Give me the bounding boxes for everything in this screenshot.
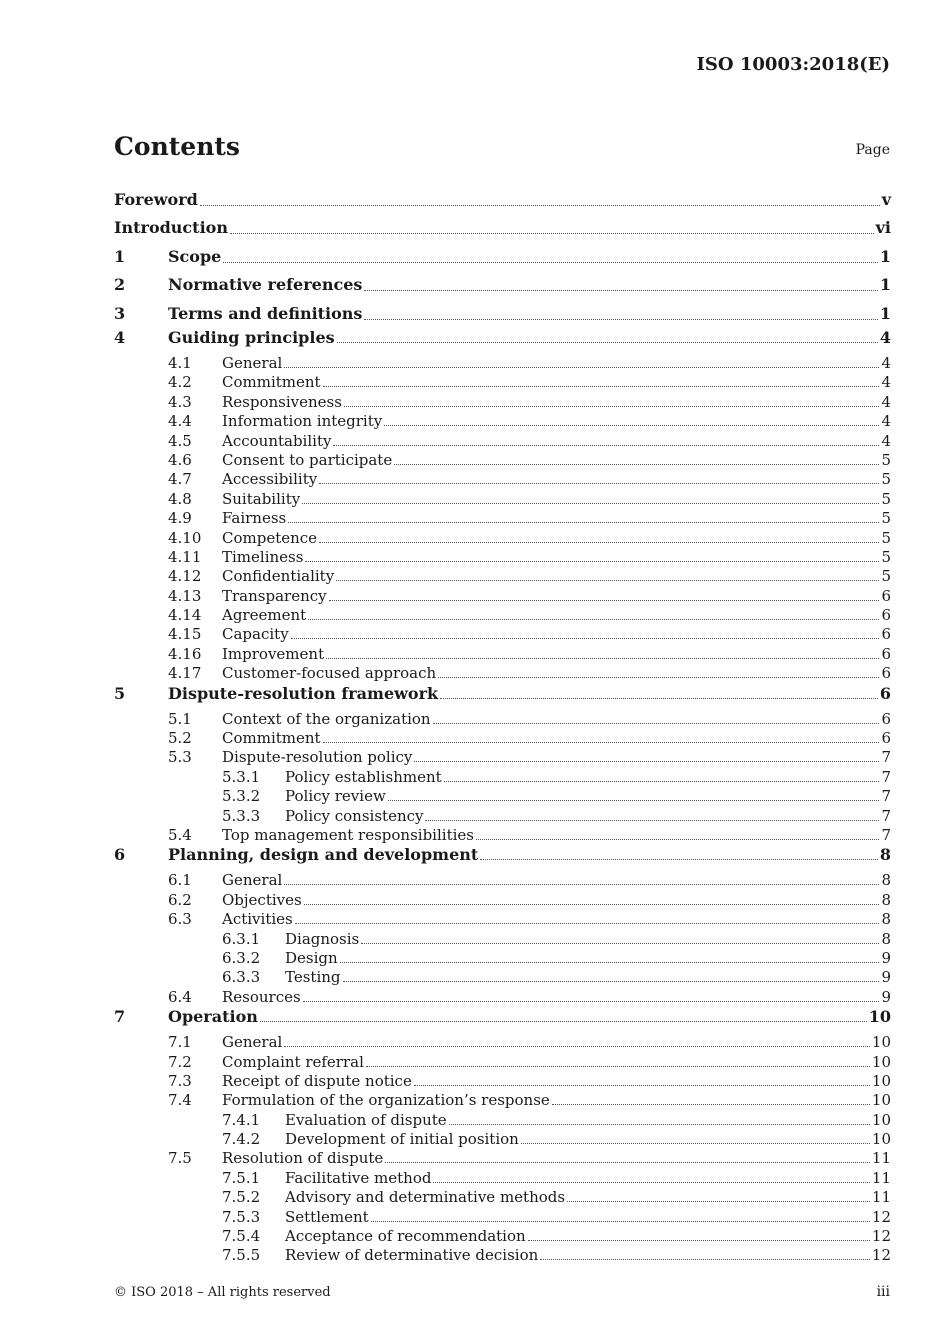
- toc-entry[interactable]: [114, 548, 891, 567]
- toc-entry[interactable]: [114, 930, 891, 949]
- toc-entry-page: vi: [875, 218, 891, 237]
- toc-entry[interactable]: [114, 1208, 891, 1227]
- toc-entry-number: 5.2: [168, 729, 192, 748]
- toc-entry-number: 5.3: [168, 748, 192, 767]
- toc-entry-page: 10: [871, 1110, 891, 1129]
- toc-entry-number: 3: [114, 303, 126, 323]
- toc-entry-number: 4.7: [168, 470, 192, 489]
- toc-entry-title: Capacity: [222, 625, 289, 644]
- toc-entry-page: 6: [881, 586, 891, 605]
- toc-entry[interactable]: [114, 891, 891, 910]
- toc-entry[interactable]: [114, 1227, 891, 1246]
- toc-entry-number: 1: [114, 246, 126, 266]
- dot-leader: [340, 961, 880, 963]
- toc-entry[interactable]: [114, 1246, 891, 1265]
- dot-leader: [528, 1239, 870, 1241]
- dot-leader: [521, 1142, 870, 1144]
- toc-entry-number: 4.12: [168, 567, 202, 586]
- toc-entry[interactable]: [114, 490, 891, 509]
- toc-entry-number: 7.2: [168, 1052, 192, 1071]
- toc-entry-page: 8: [881, 929, 891, 948]
- dot-leader: [304, 903, 880, 905]
- toc-entry[interactable]: [114, 768, 891, 787]
- toc-entry-number: 4.8: [168, 489, 192, 508]
- dot-leader: [480, 858, 878, 860]
- dot-leader: [291, 637, 880, 639]
- toc-entry[interactable]: [114, 243, 891, 272]
- toc-entry[interactable]: [114, 1072, 891, 1091]
- toc-entry[interactable]: [114, 354, 891, 373]
- dot-leader: [394, 463, 879, 465]
- toc-entry-title: Customer-focused approach: [222, 664, 437, 683]
- toc-entry-page: 10: [871, 1033, 891, 1052]
- toc-entry[interactable]: [114, 300, 891, 329]
- dot-leader: [295, 922, 880, 924]
- dot-leader: [414, 760, 879, 762]
- toc-entry-title: Scope: [168, 246, 222, 266]
- dot-leader: [552, 1103, 870, 1105]
- dot-leader: [440, 697, 878, 699]
- toc-entry-number: 7.4.2: [222, 1130, 261, 1149]
- toc-entry-page: 1: [879, 275, 891, 294]
- toc-entry-number: 4.4: [168, 412, 192, 431]
- toc-entry-title: Dispute-resolution framework: [168, 683, 439, 703]
- toc-entry-page: 12: [871, 1246, 891, 1265]
- toc-entry-page: 8: [879, 845, 891, 865]
- dot-leader: [438, 676, 879, 678]
- dot-leader: [337, 341, 878, 343]
- toc-entry-page: 7: [881, 787, 891, 806]
- toc-entry-number: 6.3.3: [222, 968, 261, 987]
- toc-entry-title: Context of the organization: [222, 709, 431, 728]
- toc-entry-title: Fairness: [222, 509, 287, 528]
- toc-entry[interactable]: [114, 567, 891, 586]
- toc-entry-page: 5: [881, 450, 891, 469]
- toc-entry-page: 7: [881, 806, 891, 825]
- dot-leader: [323, 741, 880, 743]
- toc-entry-title: Settlement: [285, 1207, 369, 1226]
- toc-entry-title: Resources: [222, 987, 301, 1006]
- dot-leader: [323, 385, 880, 387]
- toc-entry-title: Dispute-resolution policy: [222, 748, 413, 767]
- toc-entry[interactable]: [114, 625, 891, 644]
- toc-entry-page: 10: [871, 1052, 891, 1071]
- toc-entry-title: Design: [285, 948, 338, 967]
- dot-leader: [364, 318, 877, 320]
- dot-leader: [449, 1123, 870, 1125]
- toc-entry-title: Facilitative method: [285, 1168, 432, 1187]
- toc-entry-page: 6: [881, 644, 891, 663]
- toc-entry-title: Review of determinative decision: [285, 1246, 539, 1265]
- dot-leader: [284, 1045, 870, 1047]
- dot-leader: [319, 541, 879, 543]
- dot-leader: [303, 1000, 880, 1002]
- toc-entry-title: Responsiveness: [222, 392, 342, 411]
- toc-entry-page: 10: [868, 1007, 891, 1027]
- dot-leader: [230, 232, 874, 234]
- toc-entry-title: Consent to participate: [222, 450, 393, 469]
- toc-entry-page: 9: [881, 987, 891, 1006]
- dot-leader: [326, 657, 879, 659]
- toc-entry-title: General: [222, 1033, 283, 1052]
- toc-entry-title: Agreement: [222, 606, 307, 625]
- toc-entry-title: Complaint referral: [222, 1052, 364, 1071]
- toc-entry-number: 5: [114, 683, 126, 703]
- toc-entry-number: 4.9: [168, 509, 192, 528]
- toc-entry[interactable]: [114, 529, 891, 548]
- dot-leader: [284, 883, 879, 885]
- toc-entry-page: 5: [881, 489, 891, 508]
- toc-entry-page: 4: [881, 373, 891, 392]
- dot-leader: [425, 819, 879, 821]
- toc-entry-number: 7.5.5: [222, 1246, 261, 1265]
- document-id: ISO 10003:2018(E): [696, 54, 890, 75]
- toc-entry[interactable]: [114, 710, 891, 729]
- toc-entry[interactable]: [114, 451, 891, 470]
- dot-leader: [343, 980, 880, 982]
- toc-entry-number: 6: [114, 845, 126, 865]
- dot-leader: [284, 366, 879, 368]
- toc-entry-title: Formulation of the organization’s response: [222, 1091, 550, 1110]
- toc-entry[interactable]: [114, 412, 891, 431]
- toc-entry-title: Evaluation of dispute: [285, 1110, 447, 1129]
- dot-leader: [540, 1258, 870, 1260]
- toc-entry-title: Top management responsibilities: [222, 825, 474, 844]
- toc-entry-page: 4: [881, 412, 891, 431]
- toc-entry-number: 7.4: [168, 1091, 192, 1110]
- toc-entry-number: 7.1: [168, 1033, 192, 1052]
- toc-entry-page: 6: [881, 664, 891, 683]
- toc-entry[interactable]: [114, 470, 891, 489]
- toc-entry-title: Confidentiality: [222, 567, 335, 586]
- toc-entry-number: 6.3.1: [222, 929, 261, 948]
- toc-entry[interactable]: [114, 968, 891, 987]
- toc-entry-number: 7.5.1: [222, 1168, 261, 1187]
- toc-entry[interactable]: [114, 1149, 891, 1168]
- toc-entry[interactable]: [114, 214, 891, 243]
- page-number: iii: [876, 1284, 890, 1300]
- dot-leader: [302, 502, 879, 504]
- toc-entry-title: General: [222, 871, 283, 890]
- toc-entry-number: 4.15: [168, 625, 202, 644]
- toc-entry-page: 7: [881, 825, 891, 844]
- toc-entry-number: 7.5.2: [222, 1188, 261, 1207]
- dot-leader: [414, 1084, 870, 1086]
- toc-entry[interactable]: [114, 606, 891, 625]
- toc-entry-title: Timeliness: [222, 547, 304, 566]
- toc-entry-page: 7: [881, 748, 891, 767]
- toc-entry-page: 10: [871, 1071, 891, 1090]
- toc-entry-page: 8: [881, 910, 891, 929]
- toc-entry-number: 7: [114, 1007, 126, 1027]
- page-title: Contents: [114, 132, 241, 161]
- toc-entry[interactable]: [114, 845, 891, 871]
- toc-entry-number: 4.3: [168, 392, 192, 411]
- toc-entry-title: Resolution of dispute: [222, 1149, 384, 1168]
- toc-entry-page: 4: [881, 431, 891, 450]
- dot-leader: [308, 618, 879, 620]
- toc-entry-page: v: [881, 190, 891, 209]
- toc-entry[interactable]: [114, 1188, 891, 1207]
- toc-entry-page: 6: [881, 606, 891, 625]
- toc-entry-page: 4: [879, 328, 891, 347]
- toc-entry-page: 9: [881, 948, 891, 967]
- dot-leader: [567, 1200, 870, 1202]
- toc-entry-title: Guiding principles: [168, 328, 335, 347]
- toc-entry-title: Receipt of dispute notice: [222, 1071, 412, 1090]
- dot-leader: [200, 204, 880, 206]
- toc-entry-number: 7.3: [168, 1071, 192, 1090]
- dot-leader: [336, 579, 879, 581]
- toc-entry-page: 6: [881, 709, 891, 728]
- toc-entry[interactable]: [114, 748, 891, 767]
- toc-entry[interactable]: [114, 645, 891, 664]
- toc-entry-number: 4.11: [168, 547, 202, 566]
- toc-entry-number: 7.5: [168, 1149, 192, 1168]
- toc-entry-number: 7.5.4: [222, 1227, 261, 1246]
- toc-entry-number: 4.14: [168, 606, 202, 625]
- dot-leader: [333, 444, 879, 446]
- toc-entry[interactable]: [114, 1053, 891, 1072]
- toc-entry[interactable]: [114, 393, 891, 412]
- toc-entry[interactable]: [114, 587, 891, 606]
- toc-entry[interactable]: [114, 729, 891, 748]
- toc-entry-number: 6.2: [168, 890, 192, 909]
- toc-entry-number: 6.3: [168, 910, 192, 929]
- toc-entry-number: 4.6: [168, 450, 192, 469]
- toc-entry-number: 6.1: [168, 871, 192, 890]
- toc-entry-number: 4.1: [168, 354, 192, 372]
- toc-entry-number: 5.3.1: [222, 767, 261, 786]
- dot-leader: [288, 521, 879, 523]
- toc-entry[interactable]: [114, 373, 891, 392]
- toc-entry-number: 4.17: [168, 664, 202, 683]
- toc-entry[interactable]: [114, 787, 891, 806]
- toc-entry[interactable]: [114, 1111, 891, 1130]
- toc-entry-title: Commitment: [222, 729, 321, 748]
- dot-leader: [223, 261, 878, 263]
- toc-entry-page: 9: [881, 968, 891, 987]
- toc-entry-title: Policy review: [285, 787, 386, 806]
- toc-entry-page: 5: [881, 509, 891, 528]
- toc-entry-title: Accountability: [222, 431, 332, 450]
- dot-leader: [344, 405, 880, 407]
- dot-leader: [366, 1065, 870, 1067]
- toc-entry-number: 5.4: [168, 825, 192, 844]
- toc-entry[interactable]: [114, 271, 891, 300]
- toc-entry-page: 12: [871, 1207, 891, 1226]
- toc-entry[interactable]: [114, 1091, 891, 1110]
- toc-entry[interactable]: [114, 1007, 891, 1033]
- toc-entry-number: 2: [114, 275, 126, 294]
- toc-entry[interactable]: [114, 871, 891, 890]
- dot-leader: [388, 799, 880, 801]
- toc-entry-title: Transparency: [222, 586, 327, 605]
- toc-entry-page: 6: [879, 683, 891, 703]
- copyright-notice: © ISO 2018 – All rights reserved: [114, 1285, 331, 1300]
- toc-entry[interactable]: [114, 328, 891, 354]
- toc-entry-page: 1: [879, 303, 891, 323]
- toc-entry-title: Terms and definitions: [168, 303, 363, 323]
- dot-leader: [476, 838, 879, 840]
- page-column-label: Page: [855, 142, 890, 158]
- toc-entry-number: 4.16: [168, 644, 202, 663]
- toc-entry-page: 11: [871, 1168, 891, 1187]
- dot-leader: [433, 722, 880, 724]
- toc-entry-number: 6.4: [168, 987, 192, 1006]
- toc-entry-title: General: [222, 354, 283, 372]
- toc-entry-title: Information integrity: [222, 412, 383, 431]
- toc-entry-page: 10: [871, 1091, 891, 1110]
- table-of-contents: [114, 186, 891, 1266]
- dot-leader: [371, 1220, 870, 1222]
- toc-entry-page: 4: [881, 354, 891, 372]
- toc-entry-number: 6.3.2: [222, 948, 261, 967]
- toc-entry-title: Acceptance of recommendation: [285, 1227, 526, 1246]
- toc-entry-title: Accessibility: [222, 470, 318, 489]
- dot-leader: [385, 1161, 870, 1163]
- toc-entry[interactable]: [114, 826, 891, 845]
- dot-leader: [329, 599, 880, 601]
- toc-entry-title: Normative references: [168, 275, 363, 294]
- toc-entry-page: 5: [881, 528, 891, 547]
- toc-entry-page: 8: [881, 871, 891, 890]
- toc-entry-title: Operation: [168, 1007, 258, 1027]
- toc-entry[interactable]: [114, 432, 891, 451]
- toc-entry-number: 4: [114, 328, 126, 347]
- toc-entry-title: Activities: [222, 910, 293, 929]
- toc-entry-title: Diagnosis: [285, 929, 360, 948]
- toc-entry-number: 5.3.2: [222, 787, 261, 806]
- toc-entry[interactable]: [114, 1033, 891, 1052]
- toc-entry-page: 11: [871, 1149, 891, 1168]
- toc-entry-title: Foreword: [114, 190, 198, 209]
- dot-leader: [444, 780, 880, 782]
- toc-entry-title: Development of initial position: [285, 1130, 519, 1149]
- toc-entry-page: 5: [881, 547, 891, 566]
- toc-entry[interactable]: [114, 988, 891, 1007]
- toc-entry-page: 7: [881, 767, 891, 786]
- toc-entry-page: 11: [871, 1188, 891, 1207]
- toc-entry-page: 10: [871, 1130, 891, 1149]
- toc-entry[interactable]: [114, 186, 891, 214]
- toc-entry-title: Planning, design and development: [168, 845, 479, 865]
- dot-leader: [384, 424, 879, 426]
- toc-entry[interactable]: [114, 949, 891, 968]
- toc-entry-page: 6: [881, 729, 891, 748]
- toc-entry-page: 1: [879, 246, 891, 266]
- toc-entry[interactable]: [114, 664, 891, 683]
- toc-entry-number: 5.1: [168, 709, 192, 728]
- toc-entry-number: 4.13: [168, 586, 202, 605]
- toc-entry[interactable]: [114, 910, 891, 929]
- toc-entry-number: 7.5.3: [222, 1207, 261, 1226]
- toc-entry-page: 5: [881, 567, 891, 586]
- dot-leader: [433, 1181, 869, 1183]
- toc-entry-page: 5: [881, 470, 891, 489]
- dot-leader: [260, 1020, 867, 1022]
- toc-entry[interactable]: [114, 509, 891, 528]
- toc-entry[interactable]: [114, 1130, 891, 1149]
- dot-leader: [361, 942, 879, 944]
- toc-entry-page: 8: [881, 890, 891, 909]
- toc-entry-page: 12: [871, 1227, 891, 1246]
- toc-entry-title: Objectives: [222, 890, 302, 909]
- toc-entry-title: Advisory and determinative methods: [285, 1188, 566, 1207]
- toc-entry-number: 4.5: [168, 431, 192, 450]
- toc-entry-number: 4.10: [168, 528, 202, 547]
- toc-entry[interactable]: [114, 807, 891, 826]
- dot-leader: [364, 289, 877, 291]
- toc-entry-title: Policy establishment: [285, 767, 442, 786]
- dot-leader: [305, 560, 879, 562]
- toc-entry-title: Improvement: [222, 644, 325, 663]
- toc-entry-number: 5.3.3: [222, 806, 261, 825]
- toc-entry-title: Policy consistency: [285, 806, 424, 825]
- toc-entry-title: Commitment: [222, 373, 321, 392]
- dot-leader: [319, 482, 879, 484]
- toc-entry-title: Competence: [222, 528, 318, 547]
- toc-entry-page: 4: [881, 392, 891, 411]
- toc-entry-title: Suitability: [222, 489, 301, 508]
- toc-entry[interactable]: [114, 1169, 891, 1188]
- toc-entry[interactable]: [114, 684, 891, 710]
- toc-entry-number: 7.4.1: [222, 1110, 261, 1129]
- toc-entry-title: Testing: [285, 968, 341, 987]
- toc-entry-page: 6: [881, 625, 891, 644]
- toc-entry-title: Introduction: [114, 218, 228, 237]
- toc-entry-number: 4.2: [168, 373, 192, 392]
